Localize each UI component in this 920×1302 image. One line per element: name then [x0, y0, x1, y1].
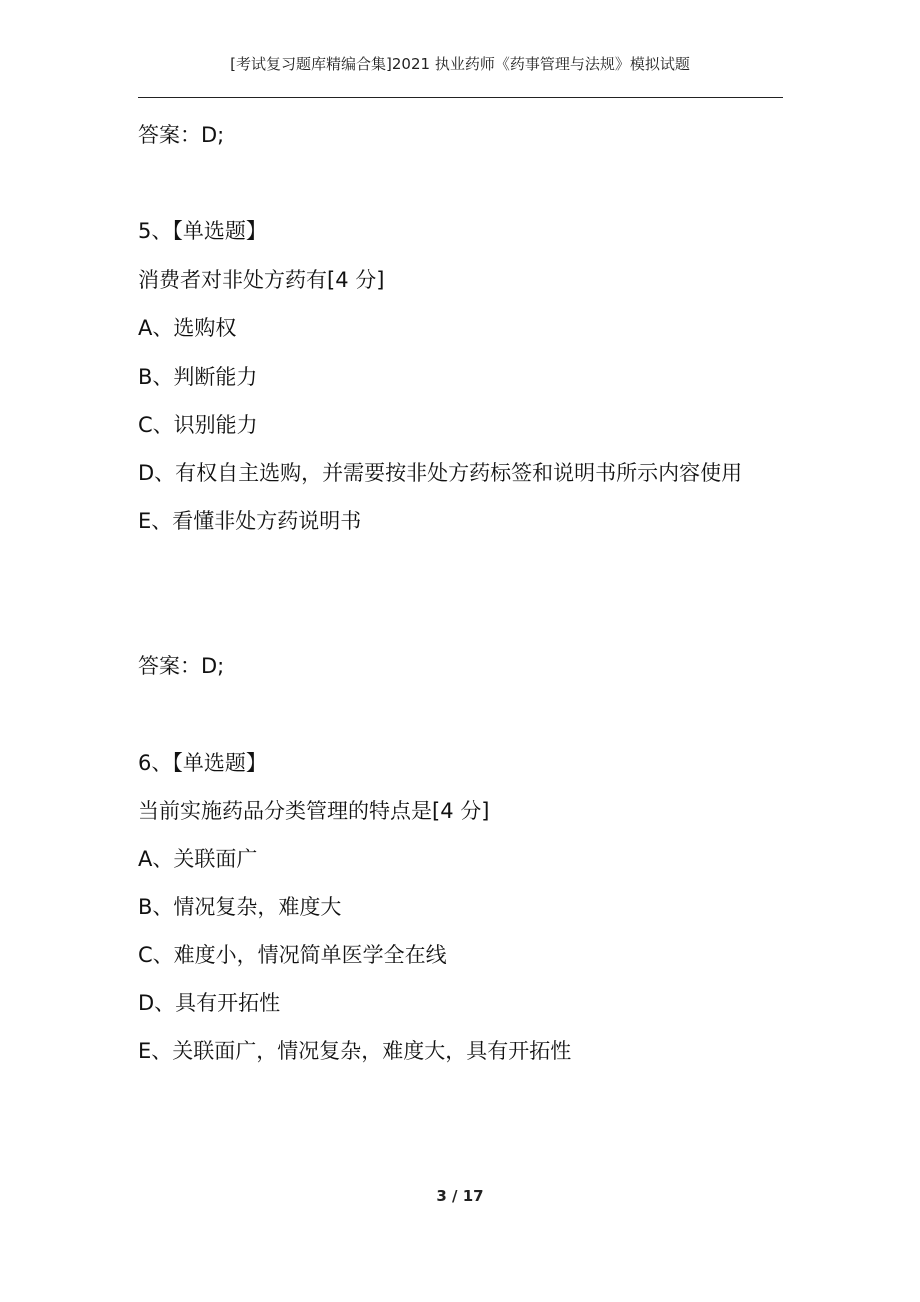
question-5-answer: 答案：D; [138, 654, 225, 678]
question-6-stem: 当前实施药品分类管理的特点是[4 分] [138, 799, 490, 823]
question-6-option-b: B、情况复杂，难度大 [138, 895, 342, 919]
question-5-option-a: A、选购权 [138, 316, 237, 340]
question-5-stem: 消费者对非处方药有[4 分] [138, 268, 385, 292]
page-number: 3 / 17 [436, 1187, 484, 1205]
question-5-option-d: D、有权自主选购，并需要按非处方药标签和说明书所示内容使用 [138, 461, 743, 485]
question-5-option-c: C、识别能力 [138, 413, 258, 437]
question-5-option-b: B、判断能力 [138, 365, 258, 389]
question-6-heading: 6、【单选题】 [138, 751, 267, 775]
question-6-option-d: D、具有开拓性 [138, 991, 281, 1015]
question-6-option-e: E、关联面广，情况复杂，难度大，具有开拓性 [138, 1039, 572, 1063]
page-header: [考试复习题库精编合集]2021 执业药师《药事管理与法规》模拟试题 [230, 55, 690, 73]
header-divider [138, 97, 783, 98]
question-5-option-e: E、看懂非处方药说明书 [138, 509, 362, 533]
question-5-heading: 5、【单选题】 [138, 219, 267, 243]
question-6-option-a: A、关联面广 [138, 847, 258, 871]
previous-answer: 答案：D; [138, 123, 225, 147]
question-6-option-c: C、难度小，情况简单医学全在线 [138, 943, 447, 967]
